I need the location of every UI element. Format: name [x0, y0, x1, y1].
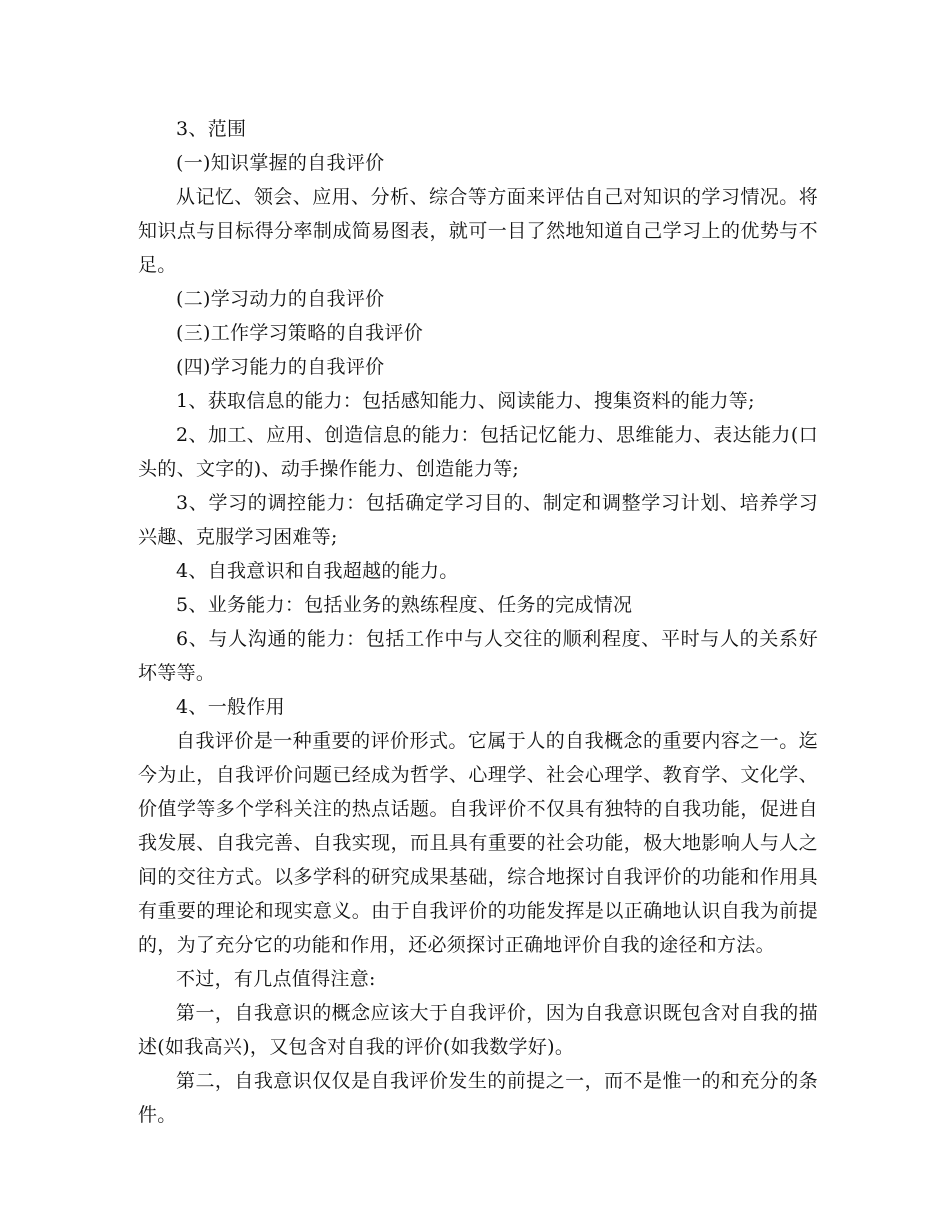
section-heading-scope: 3、范围 — [176, 118, 247, 140]
section-heading-function: 4、一般作用 — [176, 696, 285, 718]
list-item-ability-5: 5、业务能力：包括业务的熟练程度、任务的完成情况 — [176, 594, 633, 616]
list-item-ability-4: 4、自我意识和自我超越的能力。 — [176, 560, 459, 582]
paragraph-note-intro: 不过，有几点值得注意: — [176, 968, 376, 990]
paragraph-note-second: 第二，自我意识仅仅是自我评价发生的前提之一，而不是惟一的和充分的条件。 — [138, 1070, 818, 1126]
paragraph-knowledge: 从记忆、领会、应用、分析、综合等方面来评估自己对知识的学习情况。将知识点与目标得分率制成简易图表，就可一目了然地知道自己学习上的优势与不足。 — [138, 186, 818, 276]
subheading-ability: (四)学习能力的自我评价 — [176, 356, 385, 378]
subheading-knowledge: (一)知识掌握的自我评价 — [176, 152, 385, 174]
paragraph-note-first: 第一，自我意识的概念应该大于自我评价，因为自我意识既包含对自我的描述(如我高兴)，又包含对自我的评价(如我数学好)。 — [138, 1002, 818, 1058]
list-item-ability-2: 2、加工、应用、创造信息的能力：包括记忆能力、思维能力、表达能力(口头的、文字的)、动手操作能力、创造能力等; — [138, 424, 818, 480]
subheading-motivation: (二)学习动力的自我评价 — [176, 288, 385, 310]
document-body — [138, 112, 818, 1132]
list-item-ability-3: 3、学习的调控能力：包括确定学习目的、制定和调整学习计划、培养学习兴趣、克服学习困难等; — [138, 492, 818, 548]
list-item-ability-6: 6、与人沟通的能力：包括工作中与人交往的顺利程度、平时与人的关系好坏等等。 — [138, 628, 818, 684]
list-item-ability-1: 1、获取信息的能力：包括感知能力、阅读能力、搜集资料的能力等; — [176, 390, 755, 412]
subheading-strategy: (三)工作学习策略的自我评价 — [176, 322, 424, 344]
paragraph-function: 自我评价是一种重要的评价形式。它属于人的自我概念的重要内容之一。迄今为止，自我评价问题已经成为哲学、心理学、社会心理学、教育学、文化学、价值学等多个学科关注的热点话题。自我评价不仅具有独特的自我功能，促进自我发展、自我完善、自我实现，而且具有重要的社会功能，极大地影响人与人之间的交往方式。以多学科的研究成果基础，综合地探讨自我评价的功能和作用具有重要的理论和现实意义。由于自我评价的功能发挥是以正确地认识自我为前提的，为了充分它的功能和作用，还必须探讨正确地评价自我的途径和方法。 — [138, 730, 818, 956]
